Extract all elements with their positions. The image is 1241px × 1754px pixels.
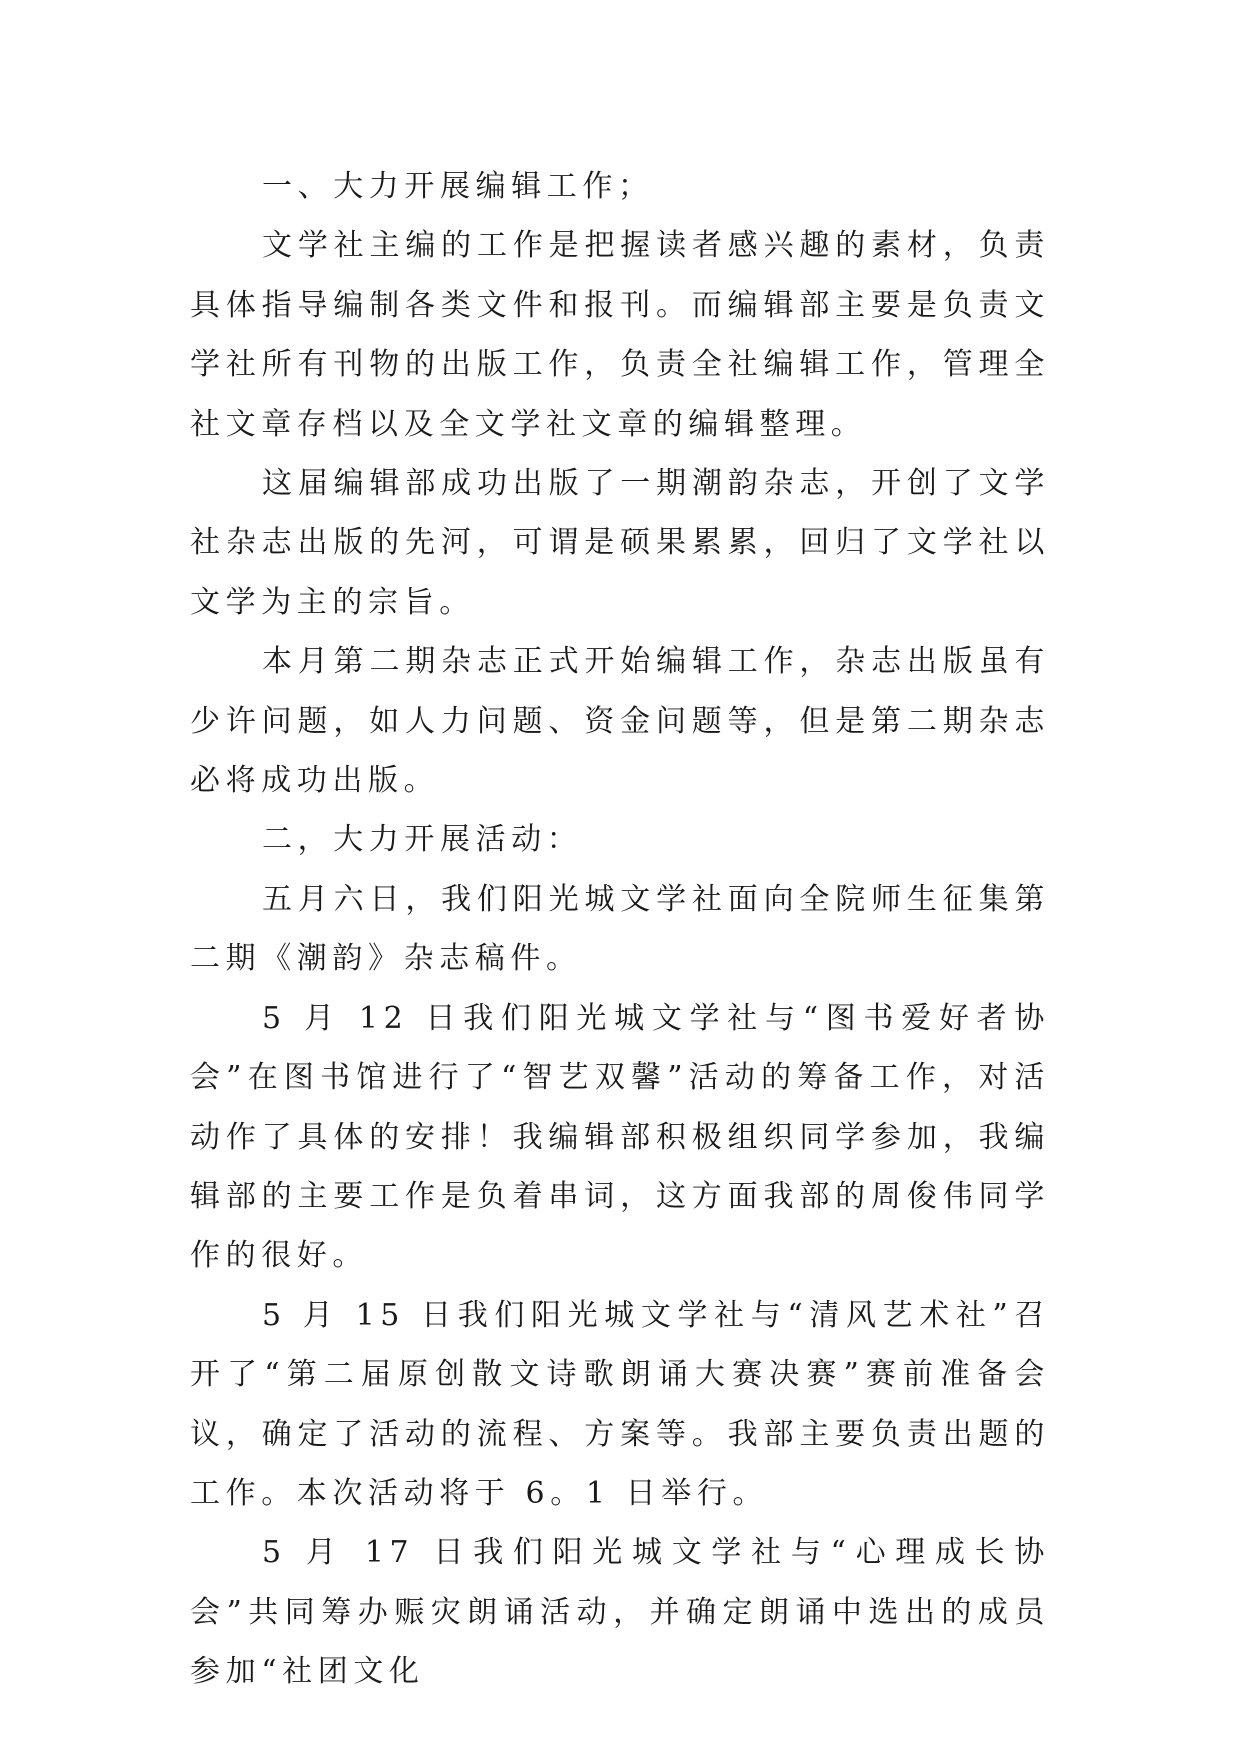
paragraph-editor-duties: 文学社主编的工作是把握读者感兴趣的素材，负责具体指导编制各类文件和报刊。而编辑部主要是负责文学社所有刊物的出版工作，负责全社编辑工作，管理全社文章存档以及全文学社文章的编辑整理。 bbox=[190, 228, 1050, 442]
paragraph-may-12: 5 月 12 日我们阳光城文学社与“图书爱好者协会”在图书馆进行了“智艺双馨”活动的筹备工作，对活动作了具体的安排！我编辑部积极组织同学参加，我编辑部的主要工作是负着串词，这方面我部的周俊伟同学作的很好。 bbox=[190, 1000, 1050, 1274]
heading-activities: 二，大力开展活动： bbox=[262, 822, 583, 858]
document-body bbox=[190, 157, 1050, 1702]
heading-editing-work: 一、大力开展编辑工作； bbox=[262, 169, 654, 204]
paragraph-may-6: 五月六日，我们阳光城文学社面向全院师生征集第二期《潮韵》杂志稿件。 bbox=[190, 881, 1050, 977]
paragraph-second-issue: 本月第二期杂志正式开始编辑工作，杂志出版虽有少许问题，如人力问题、资金问题等，但是第二期杂志必将成功出版。 bbox=[190, 644, 1050, 799]
paragraph-magazine-published: 这届编辑部成功出版了一期潮韵杂志，开创了文学社杂志出版的先河，可谓是硕果累累，回归了文学社以文学为主的宗旨。 bbox=[190, 466, 1050, 620]
paragraph-may-17: 5 月 17 日我们阳光城文学社与“心理成长协会”共同筹办赈灾朗诵活动，并确定朗诵中选出的成员参加“社团文化 bbox=[190, 1535, 1050, 1690]
paragraph-may-15: 5 月 15 日我们阳光城文学社与“清风艺术社”召开了“第二届原创散文诗歌朗诵大赛决赛”赛前准备会议，确定了活动的流程、方案等。我部主要负责出题的工作。本次活动将于 6。1 日举行。 bbox=[190, 1297, 1050, 1511]
